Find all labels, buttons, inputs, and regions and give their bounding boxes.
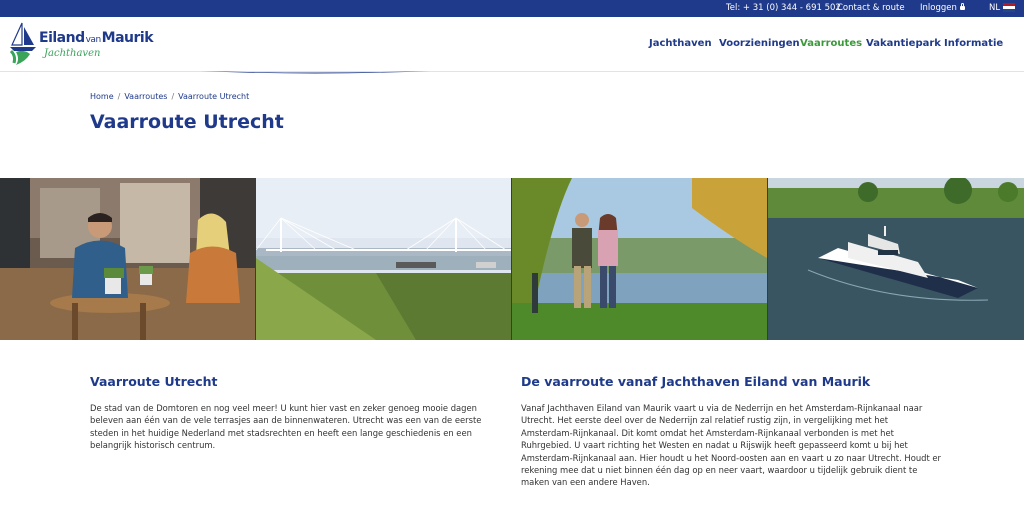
logo-text-jachthaven: Jachthaven	[44, 48, 101, 59]
site-header	[0, 17, 1024, 72]
header-swoosh-decoration	[200, 70, 430, 76]
nav-item-vakantiepark[interactable]: Vakantiepark	[866, 38, 941, 49]
nav-item-voorzieningen[interactable]: Voorzieningen	[719, 38, 800, 49]
section-text-vaarroute-utrecht: De stad van de Domtoren en nog veel meer! U kunt hier vast en zeker genoeg mooie dagen beleven aan één van de vele terrasjes aan de binnenwateren. Utrecht was een van de eerste steden in het huidige Nederland met stadsrechten en heeft een lange geschiedenis en een belangrijk historisch centrum.	[90, 403, 482, 451]
photo-couple-waterside[interactable]	[512, 178, 767, 340]
login-label: Inloggen	[920, 3, 957, 13]
phone-link[interactable]: Tel: + 31 (0) 344 - 691 502	[726, 3, 841, 13]
login-link[interactable]	[920, 3, 965, 13]
photo-gallery	[0, 178, 1024, 340]
section-text-vaarroute-vanaf: Vanaf Jachthaven Eiland van Maurik vaart u via de Nederrijn en het Amsterdam-Rijnkanaal naar Utrecht. Het eerste deel over de Nederrijn zal relatief rustig zijn, in vergelijking met het Amsterdam-Rijnkanaal. Dit komt omdat het Amsterdam-Rijnkanaal verbonden is met het Ruhrgebied. U vaart richting het Westen en nadat u Rijswijk heeft gepasseerd komt u bij het Amsterdam-Rijnkanaal aan. Hier houdt u het Noord-oosten aan en vaart u zo naar Utrecht. Houdt er rekening mee dat u niet binnen één dag op en neer vaart, waardoor u tijdelijk gebruik dient te maken van een andere Haven.	[521, 403, 941, 488]
breadcrumb-home[interactable]: Home	[90, 92, 114, 101]
page-title: Vaarroute Utrecht	[90, 111, 284, 133]
breadcrumb-vaarroutes[interactable]: Vaarroutes	[124, 92, 168, 101]
section-title-vaarroute-vanaf: De vaarroute vanaf Jachthaven Eiland van Maurik	[521, 374, 871, 389]
breadcrumb: Home / Vaarroutes / Vaarroute Utrecht	[90, 92, 250, 101]
lock-icon	[960, 6, 965, 10]
site-logo[interactable]	[8, 21, 154, 71]
top-bar	[0, 0, 1024, 17]
photo-terrace-couple[interactable]	[0, 178, 255, 340]
dutch-flag-icon[interactable]	[1003, 3, 1015, 12]
nav-item-informatie[interactable]: Informatie	[944, 38, 1004, 49]
photo-motor-yacht[interactable]	[768, 178, 1024, 340]
photo-bridge-river[interactable]	[256, 178, 511, 340]
nav-item-jachthaven[interactable]: Jachthaven	[649, 38, 712, 49]
sailboat-logo-icon	[8, 21, 38, 67]
logo-text-eiland: EilandvanMaurik	[39, 30, 154, 46]
contact-route-link[interactable]: Contact & route	[837, 3, 905, 13]
breadcrumb-current: Vaarroute Utrecht	[178, 92, 250, 101]
nav-item-vaarroutes[interactable]: Vaarroutes	[800, 38, 863, 49]
language-selector[interactable]: NL	[989, 3, 1001, 13]
section-title-vaarroute-utrecht: Vaarroute Utrecht	[90, 374, 218, 389]
